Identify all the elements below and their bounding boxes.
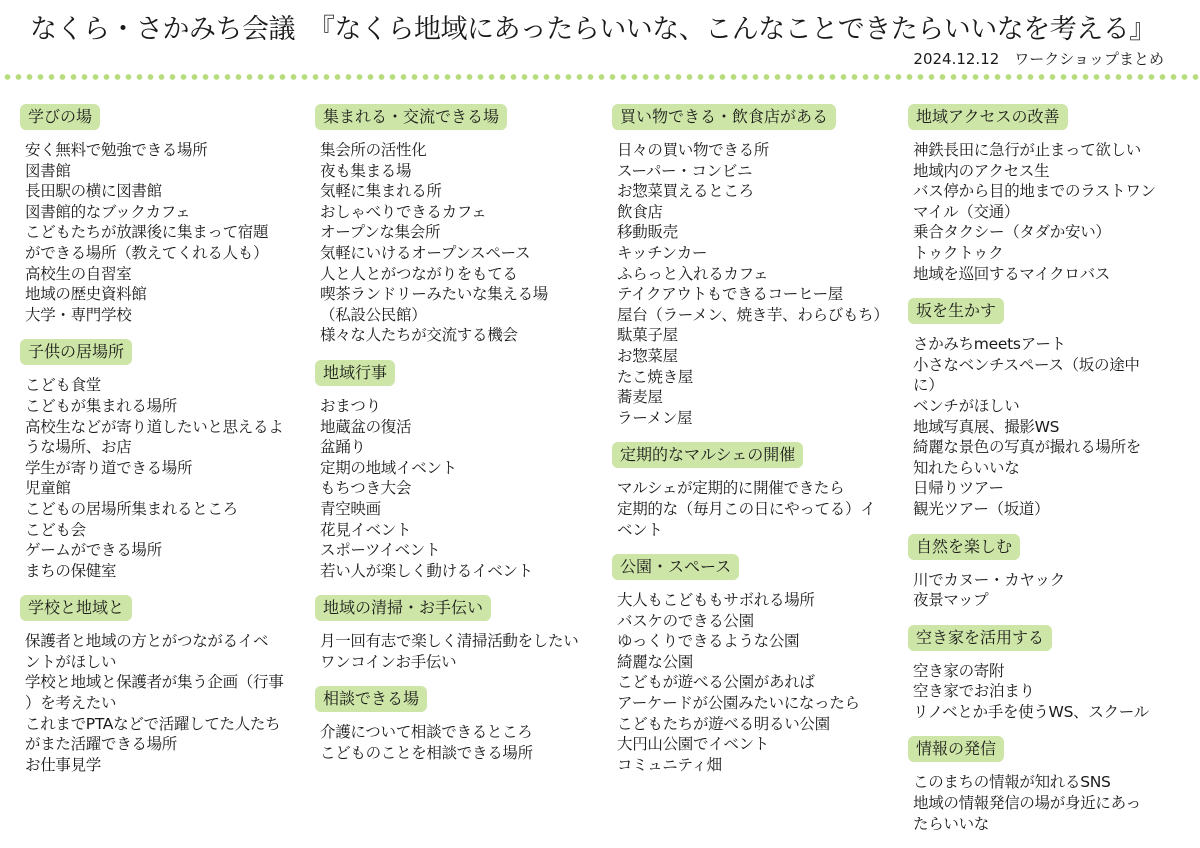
section-heading: 学びの場 [20,104,100,130]
idea-item: こどもの居場所集まれるところ [25,499,238,518]
idea-list [25,140,305,325]
idea-item: こどもたちが遊べる明るい公園 [617,714,830,733]
idea-item: 青空映画 [320,499,381,518]
section-heading: 相談できる場 [315,686,427,712]
idea-item: マイル（交通） [913,202,1020,221]
idea-item: おしゃべりできるカフェ [320,202,487,221]
section-heading: 定期的なマルシェの開催 [612,442,803,468]
section-heading: 坂を生かす [908,298,1004,324]
idea-item: お惣菜屋 [617,346,678,365]
idea-list [320,631,600,672]
section-heading: 地域アクセスの改善 [908,104,1068,130]
idea-item: 花見イベント [320,520,412,539]
idea-item: うな場所、お店 [25,438,132,457]
section-heading: 公園・スペース [612,554,739,580]
idea-item: がまた活躍できる場所 [25,735,178,754]
idea-item: 定期の地域イベント [320,458,457,477]
idea-item: コミュニティ畑 [617,755,722,774]
topic-section [315,686,600,763]
idea-item: 保護者と地域の方とがつながるイベ [25,632,269,651]
idea-item: 学生が寄り道できる場所 [25,458,193,477]
idea-item: スーパー・コンビニ [617,161,753,180]
topic-section [908,298,1193,519]
idea-list [320,722,600,763]
idea-item: こどもが遊べる公園があれば [617,673,815,692]
idea-item: 夜も集まる場 [320,161,412,180]
idea-item: こどもたちが放課後に集まって宿題 [25,223,269,242]
column-4 [908,104,1193,848]
idea-item: さかみちmeetsアート [913,335,1066,354]
idea-item: これまでPTAなどで活躍してた人たち [25,714,281,733]
section-heading: 空き家を活用する [908,625,1052,651]
idea-list [913,772,1193,834]
idea-item: アーケードが公園みたいになったら [617,694,860,713]
idea-item: 高校生の自習室 [25,264,132,283]
idea-item: 長田駅の横に図書館 [25,182,162,201]
idea-item: このまちの情報が知れるSNS [913,773,1111,792]
idea-item: ラーメン屋 [617,408,693,427]
idea-item: 学校と地域と保護者が集う企画（行事 [25,673,284,692]
topic-section [315,360,600,581]
idea-item: 安く無料で勉強できる場所 [25,141,208,159]
idea-item: 空き家でお泊まり [913,682,1035,701]
idea-item: バスケのできる公園 [617,611,754,630]
section-heading: 地域行事 [315,360,395,386]
idea-item: トゥクトゥク [913,243,1004,262]
idea-item: 地域の歴史資料館 [25,285,147,304]
idea-item: 様々な人たちが交流する機会 [320,326,518,345]
idea-item: に） [913,376,944,395]
idea-item: 乗合タクシー（タダか安い） [913,223,1111,242]
idea-item: お惣菜買えるところ [617,182,754,201]
topic-section [20,104,305,325]
idea-item: おまつり [320,396,381,415]
idea-list [25,375,305,581]
idea-list [913,140,1193,284]
column-1 [20,104,305,789]
idea-item: 川でカヌー・カヤック [913,570,1066,589]
section-heading: 地域の清掃・お手伝い [315,595,491,621]
idea-item: 気軽に集まれる所 [320,182,442,201]
idea-item: たらいいな [913,814,990,833]
section-heading: 情報の発信 [908,736,1004,762]
idea-item: 月一回有志で楽しく清掃活動をしたい [320,632,579,651]
topic-section [20,339,305,581]
idea-list [617,478,897,540]
idea-item: 駄菓子屋 [617,326,678,345]
idea-item: 気軽にいけるオープンスペース [320,243,531,262]
idea-item: ゲームができる場所 [25,541,162,560]
topic-section [612,104,897,428]
column-2 [315,104,600,778]
idea-item: 蕎麦屋 [617,388,663,407]
idea-item: 盆踊り [320,438,366,457]
topic-section [612,554,897,775]
topic-section [908,736,1193,834]
section-heading: 子供の居場所 [20,339,132,365]
idea-item: 綺麗な公園 [617,652,694,671]
idea-item: たこ焼き屋 [617,367,694,386]
section-heading: 学校と地域と [20,595,132,621]
idea-item: 屋台（ラーメン、焼き芋、わらびもち） [617,305,889,324]
idea-list [25,631,305,775]
idea-item: ができる場所（教えてくれる人も） [25,243,269,262]
topic-section [20,595,305,775]
idea-item: ベント [617,520,663,539]
section-heading: 買い物できる・飲食店がある [612,104,836,130]
dotted-divider [0,72,1200,82]
idea-item: 日々の買い物できる所 [617,141,770,159]
idea-item: ワンコインお手伝い [320,652,457,671]
idea-list [913,661,1193,723]
idea-item: こども会 [25,520,86,539]
idea-item: 空き家の寄附 [913,661,1005,680]
topic-section [908,534,1193,611]
idea-item: もちつき大会 [320,479,412,498]
idea-item: 神鉄長田に急行が止まって欲しい [913,141,1142,159]
idea-item: 児童館 [25,479,71,498]
idea-item: 大円山公園でイベント [617,735,770,754]
idea-list [617,590,897,775]
idea-item: お仕事見学 [25,755,102,774]
idea-item: 集会所の活性化 [320,141,427,159]
idea-item: 地域内のアクセス生 [913,161,1050,180]
idea-item: （私設公民館） [320,305,427,324]
idea-item: 日帰りツアー [913,479,1004,498]
idea-item: 図書館的なブックカフェ [25,202,191,221]
idea-item: こどものことを相談できる場所 [320,744,533,763]
idea-item: 大人もこどももサボれる場所 [617,591,815,610]
topic-section [315,595,600,672]
idea-item: 飲食店 [617,202,663,221]
idea-item: こどもが集まれる場所 [25,396,178,415]
idea-list [320,140,600,346]
idea-item: 人と人とがつながりをもてる [320,264,518,283]
column-3 [612,104,897,789]
idea-item: 綺麗な景色の写真が撮れる場所を [913,438,1142,457]
idea-item: ）を考えたい [25,694,117,713]
idea-item: ふらっと入れるカフェ [617,264,769,283]
idea-item: キッチンカー [617,243,708,262]
idea-item: 高校生などが寄り道したいと思えるよ [25,417,284,436]
topic-section [908,625,1193,723]
idea-item: 喫茶ランドリーみたいな集える場 [320,285,549,304]
idea-item: オープンな集会所 [320,223,441,242]
idea-item: テイクアウトもできるコーヒー屋 [617,285,843,304]
idea-item: まちの保健室 [25,561,117,580]
idea-item: ントがほしい [25,652,117,671]
idea-item: 定期的な（毎月この日にやってる）イ [617,499,876,518]
idea-item: 地蔵盆の復活 [320,417,412,436]
idea-item: ベンチがほしい [913,396,1020,415]
section-heading: 集まれる・交流できる場 [315,104,507,130]
idea-item: ゆっくりできるような公園 [617,632,800,651]
idea-item: リノベとか手を使うWS、スクール [913,702,1149,721]
idea-item: こども食堂 [25,376,102,395]
section-heading: 自然を楽しむ [908,534,1020,560]
topic-section [908,104,1193,284]
idea-item: 観光ツアー（坂道） [913,499,1050,518]
topic-section [612,442,897,540]
idea-list [617,140,897,428]
idea-list [913,570,1193,611]
idea-item: 小さなベンチスペース（坂の途中 [913,355,1140,374]
idea-item: 地域の情報発信の場が身近にあっ [913,794,1141,813]
idea-item: 大学・専門学校 [25,305,132,324]
idea-item: 知れたらいいな [913,458,1020,477]
idea-list [320,396,600,581]
idea-item: 介護について相談できるところ [320,723,533,742]
topic-section [315,104,600,346]
idea-list [913,334,1193,519]
page-title: なくら・さかみち会議 『なくら地域にあったらいいな、こんなことできたらいいなを考える』 [30,14,1156,45]
idea-item: マルシェが定期的に開催できたら [617,479,845,498]
idea-item: 地域写真展、撮影WS [913,417,1060,436]
idea-item: 若い人が楽しく動けるイベント [320,561,533,580]
idea-item: バス停から目的地までのラストワン [913,182,1156,201]
idea-item: 移動販売 [617,223,678,242]
date-line: 2024.12.12 ワークショップまとめ [913,50,1164,68]
idea-item: 地域を巡回するマイクロバス [913,264,1110,283]
idea-item: 夜景マップ [913,591,989,610]
idea-item: スポーツイベント [320,541,441,560]
idea-item: 図書館 [25,161,71,180]
